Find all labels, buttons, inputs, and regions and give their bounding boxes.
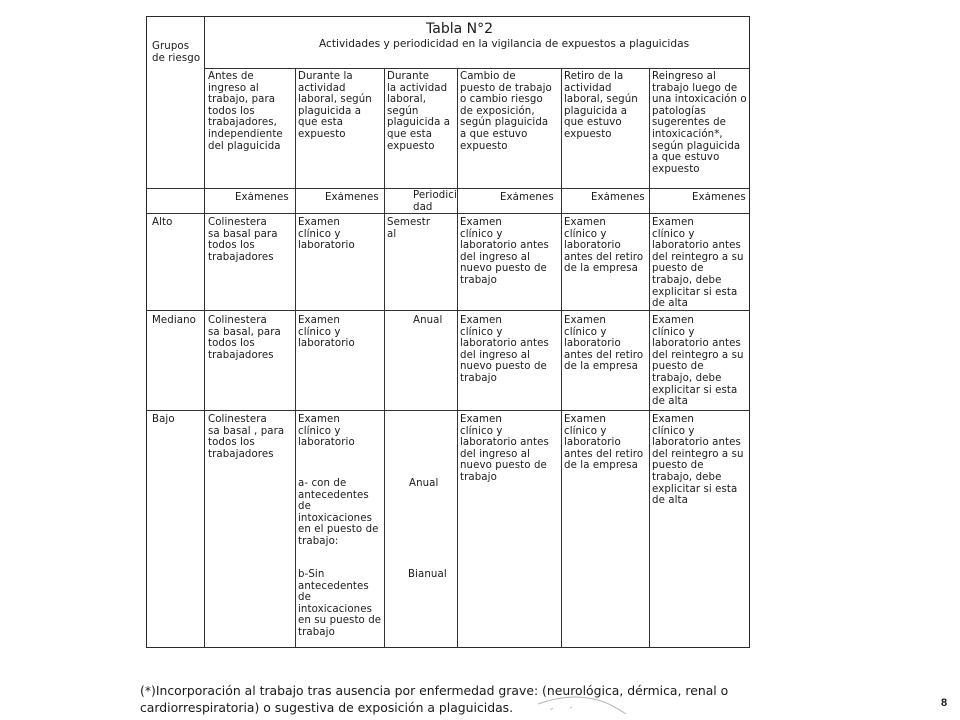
vline-col2 [384,68,385,647]
table-cell: Examen clínico y laboratorio antes del reintegro a su puesto de trabajo, debe explicitar si esta de alta [652,414,744,507]
col-header-5: Retiro de la actividad laboral, según plaguicida a que estuvo expuesto [564,71,638,140]
table-cell: Examen clínico y laboratorio antes del retiro de la empresa [564,414,644,472]
sub-header-5: Exámenes [591,192,645,203]
col-header-6: Reingreso al trabajo luego de una intoxicación o patologías sugerentes de intoxicación*, según plaguicida a que estuvo expuesto [652,71,747,175]
period-a: Anual [409,478,439,489]
row-group-label: Bajo [152,414,175,425]
table-cell: Examen clínico y laboratorio [298,217,355,252]
sub-header-4: Exámenes [500,192,554,203]
table-cell: Anual [413,315,443,326]
table-cell: Colinestera sa basal para todos los trabajadores [208,217,278,263]
table-cell: Examen clínico y laboratorio antes del retiro de la empresa [564,217,644,275]
table-cell: Examen clínico y laboratorio [298,414,355,449]
page-number: 8 [941,697,948,709]
table-cell: Examen clínico y laboratorio antes del ingreso al nuevo puesto de trabajo [460,217,549,286]
sub-header-2: Exámenes [325,192,379,203]
sub-header-3: Periodici dad [413,190,457,213]
vline-col1 [295,68,296,647]
vline-col4 [561,68,562,647]
table-title: Tabla N°2 [426,21,493,37]
table-frame [146,16,750,648]
table-cell: Colinestera sa basal, para todos los trabajadores [208,315,281,361]
table-cell: Colinestera sa basal , para todos los trabajadores [208,414,285,460]
group-header: Grupos de riesgo [152,41,201,64]
col-header-4: Cambio de puesto de trabajo o cambio riesgo de exposición, según plaguicida a que estuvo expuesto [460,71,552,152]
table-cell: Examen clínico y laboratorio antes del reintegro a su puesto de trabajo, debe explicitar si esta de alta [652,217,744,310]
footnote-line-1: (*)Incorporación al trabajo tras ausencia por enfermedad grave: (neurológica, dérmica, renal o [140,683,729,698]
hline-mediano [147,410,749,411]
row-group-label: Alto [152,217,173,228]
col-header-1: Antes de ingreso al trabajo, para todos los trabajadores, independiente del plaguicida [208,71,283,152]
row-group-label: Mediano [152,315,196,326]
vline-groups [204,17,205,647]
table-cell: Semestr al [387,217,431,240]
table-cell: Examen clínico y laboratorio antes del ingreso al nuevo puesto de trabajo [460,315,549,384]
super-header: Actividades y periodicidad en la vigilancia de expuestos a plaguicidas [319,38,690,50]
sub-header-6: Exámenes [692,192,746,203]
hline-header [147,188,749,189]
table-cell: Examen clínico y laboratorio [298,315,355,350]
table-cell: Examen clínico y laboratorio antes del ingreso al nuevo puesto de trabajo [460,414,549,483]
hline-alto [147,310,749,311]
period-b: Bianual [408,569,447,580]
sub-case-a: a- con de antecedentes de intoxicaciones en el puesto de trabajo: [298,478,379,547]
pen-scribble [530,690,640,718]
sub-case-b: b-Sin antecedentes de intoxicaciones en su puesto de trabajo [298,569,382,638]
vline-col5 [649,68,650,647]
col-header-2: Durante la actividad laboral, según plaguicida a que esta expuesto [298,71,372,140]
table-cell: Examen clínico y laboratorio antes del reintegro a su puesto de trabajo, debe explicitar si esta de alta [652,315,744,408]
hline-super [204,68,749,69]
col-header-3: Durante la actividad laboral, según plaguicida a que esta expuesto [387,71,451,152]
sub-header-1: Exámenes [235,192,289,203]
table-cell: Examen clínico y laboratorio antes del retiro de la empresa [564,315,644,373]
vline-col3 [457,68,458,647]
footnote-line-2: cardiorrespiratoria) o sugestiva de exposición a plaguicidas. [140,700,514,715]
